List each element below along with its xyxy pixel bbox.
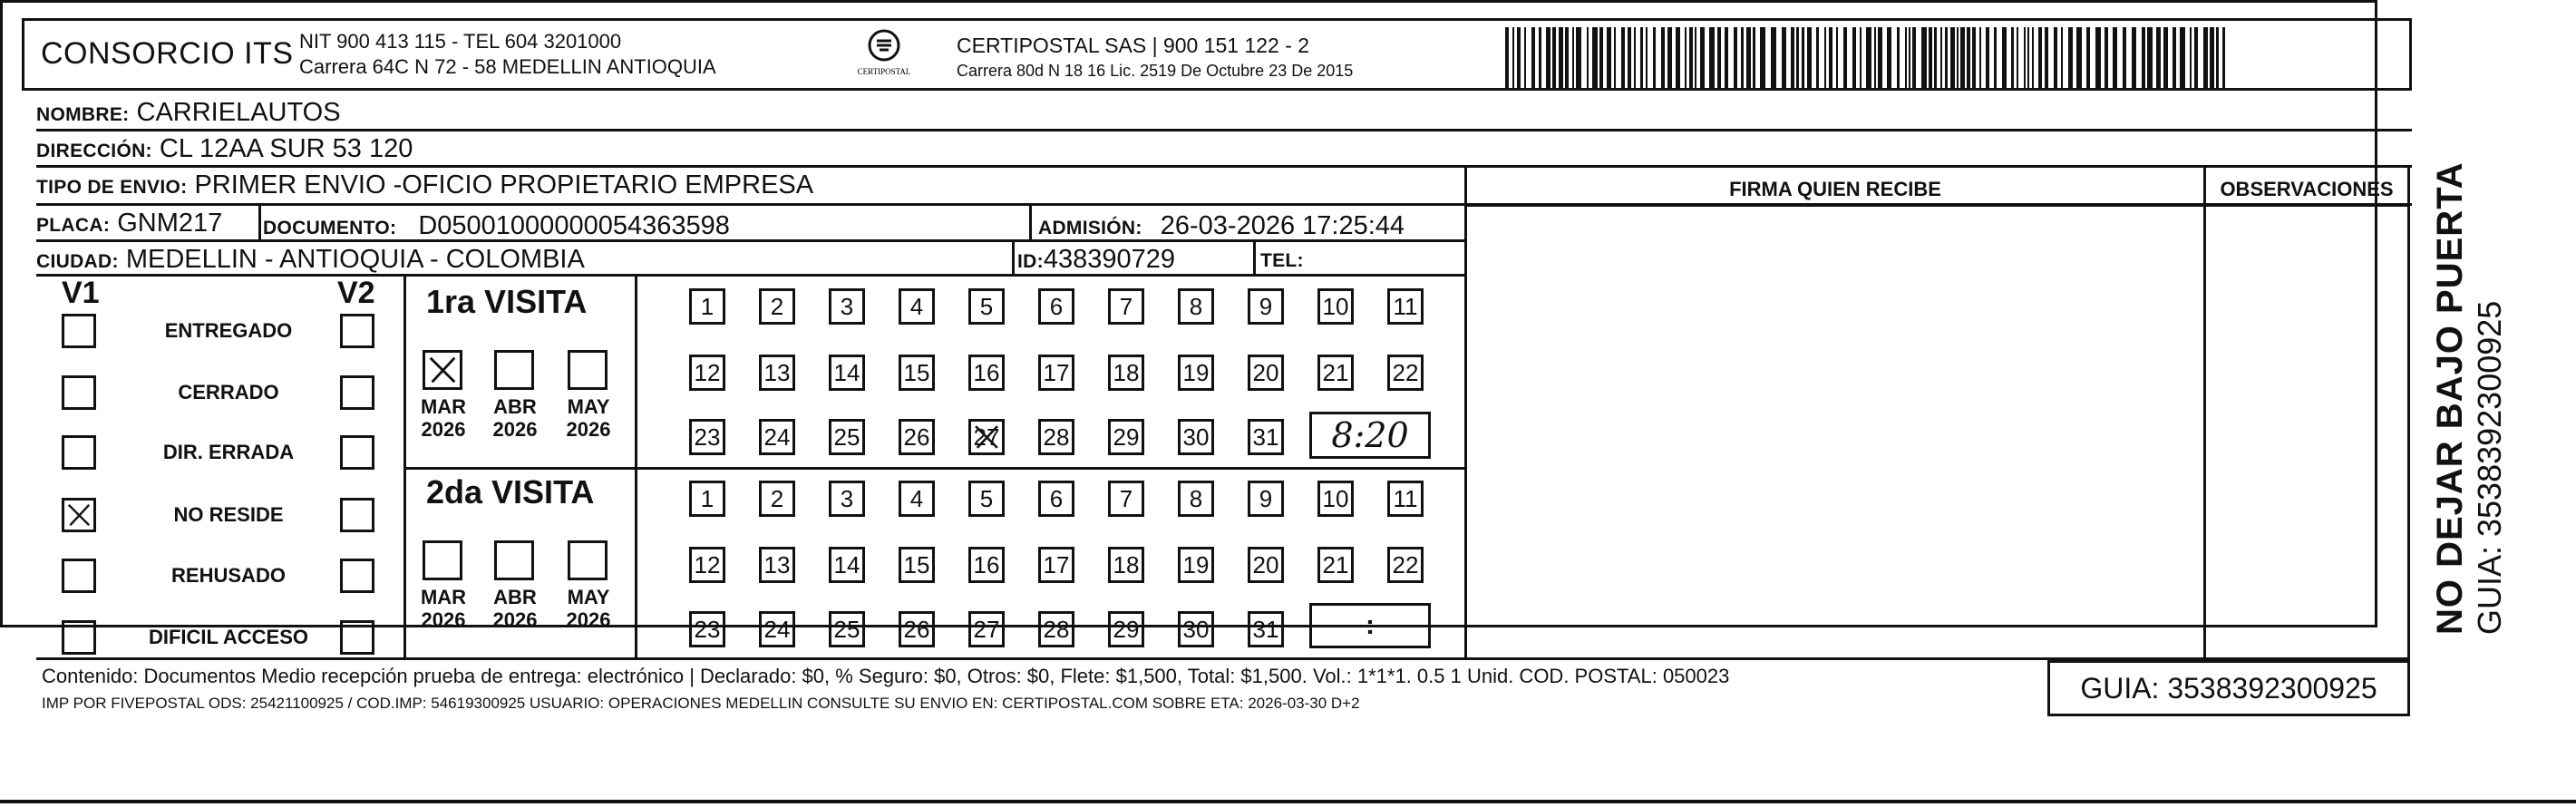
day-box[interactable]: 30 xyxy=(1178,419,1214,455)
tipo-value: PRIMER ENVIO -OFICIO PROPIETARIO EMPRESA xyxy=(194,170,814,199)
day-box[interactable]: 24 xyxy=(759,419,795,455)
admision-divider xyxy=(1029,206,1032,242)
v2-header: V2 xyxy=(337,276,375,310)
day-box[interactable]: 9 xyxy=(1248,481,1284,517)
day-box[interactable]: 1 xyxy=(689,288,725,325)
status-label: REHUSADO xyxy=(171,564,286,587)
month-checkbox[interactable] xyxy=(494,540,534,580)
day-box[interactable]: 9 xyxy=(1248,288,1284,325)
day-box[interactable]: 4 xyxy=(899,288,935,325)
v1-checkbox[interactable] xyxy=(62,435,96,470)
day-box[interactable]: 28 xyxy=(1038,611,1074,647)
day-box[interactable]: 19 xyxy=(1178,355,1214,391)
day-box[interactable]: 2 xyxy=(759,481,795,517)
day-box[interactable]: 14 xyxy=(829,547,865,583)
v1-checkbox[interactable] xyxy=(62,375,96,410)
visit1-time[interactable]: 8:20 xyxy=(1309,412,1431,459)
footer-print-info: IMP POR FIVEPOSTAL ODS: 25421100925 / COD.IMP: 54619300925 USUARIO: OPERACIONES MEDELLIN CONSULTE SU ENVIO EN: CERTIPOSTAL.COM SOBRE ETA: 2026-03-30 D+2 xyxy=(42,695,1360,712)
logo-label: CERTIPOSTAL xyxy=(857,67,911,76)
firma-header: FIRMA QUIEN RECIBE xyxy=(1729,178,1941,200)
day-box[interactable]: 17 xyxy=(1038,355,1074,391)
day-box[interactable]: 18 xyxy=(1108,355,1144,391)
day-box[interactable]: 3 xyxy=(829,481,865,517)
placa-value: GNM217 xyxy=(117,209,223,238)
direccion-value: CL 12AA SUR 53 120 xyxy=(159,134,413,163)
certi-nit: CERTIPOSTAL SAS | 900 151 122 - 2 xyxy=(957,34,1310,57)
admision-field xyxy=(1038,209,1405,246)
day-box[interactable]: 22 xyxy=(1387,547,1424,583)
month-name: ABR xyxy=(493,586,537,608)
day-box[interactable]: 7 xyxy=(1108,288,1144,325)
day-box[interactable]: 11 xyxy=(1387,288,1424,325)
day-box[interactable]: 2 xyxy=(759,288,795,325)
day-box[interactable]: 21 xyxy=(1317,355,1354,391)
status-label: ENTREGADO xyxy=(164,319,293,342)
month-checkbox[interactable] xyxy=(423,350,462,390)
day-box[interactable]: 10 xyxy=(1317,481,1354,517)
v2-checkbox[interactable] xyxy=(340,620,374,655)
bottom-rule xyxy=(0,800,2576,803)
day-box[interactable]: 19 xyxy=(1178,547,1214,583)
firma-left-border xyxy=(1464,168,1467,657)
month-label xyxy=(412,586,475,631)
day-box[interactable]: 28 xyxy=(1038,419,1074,455)
certipostal-logo xyxy=(852,27,916,80)
day-box[interactable]: 16 xyxy=(968,547,1005,583)
day-box[interactable]: 23 xyxy=(689,419,725,455)
month-name: MAR xyxy=(420,586,467,608)
nit-line: NIT 900 413 115 - TEL 604 3201000 xyxy=(299,30,622,53)
tipo-label: TIPO DE ENVIO: xyxy=(36,177,188,198)
v1-checkbox[interactable] xyxy=(62,620,96,655)
guia-number: GUIA: 3538392300925 xyxy=(2047,660,2410,716)
day-box[interactable]: 27 xyxy=(968,419,1005,455)
month-checkbox[interactable] xyxy=(568,350,608,390)
month-year: 2026 xyxy=(566,608,611,631)
tel-label: TEL: xyxy=(1260,250,1304,271)
day-box[interactable]: 26 xyxy=(899,611,935,647)
nombre-label: NOMBRE: xyxy=(36,104,130,125)
status-label: CERRADO xyxy=(178,381,279,404)
month-year: 2026 xyxy=(492,608,538,631)
month-label xyxy=(557,586,620,631)
ciudad-label: CIUDAD: xyxy=(36,251,119,272)
documento-label: DOCUMENTO: xyxy=(263,218,397,238)
day-box[interactable]: 4 xyxy=(899,481,935,517)
day-box[interactable]: 8 xyxy=(1178,288,1214,325)
footer-contents: Contenido: Documentos Medio recepción prueba de entrega: electrónico | Declarado: $0, % Seguro: $0, Otros: $0, Flete: $1,500, Total: $1,500. Vol.: 1*1*1. 0.5 1 Unid. COD. POSTAL: 050023 xyxy=(42,665,1730,687)
visit2-time[interactable]: : xyxy=(1309,603,1431,648)
id-label: ID: xyxy=(1017,251,1044,272)
day-box[interactable]: 15 xyxy=(899,547,935,583)
day-box[interactable]: 21 xyxy=(1317,547,1354,583)
company-info xyxy=(299,29,716,80)
v2-checkbox[interactable] xyxy=(340,375,374,410)
nombre-row xyxy=(36,95,2412,131)
month-name: MAR xyxy=(420,395,467,418)
month-checkbox[interactable] xyxy=(568,540,608,580)
certipostal-info xyxy=(957,33,1353,83)
day-box[interactable]: 23 xyxy=(689,611,725,647)
month-year: 2026 xyxy=(421,608,466,631)
day-box[interactable]: 17 xyxy=(1038,547,1074,583)
day-box[interactable]: 24 xyxy=(759,611,795,647)
visit2-title: 2da VISITA xyxy=(426,473,595,510)
status-label: NO RESIDE xyxy=(173,503,284,526)
day-box[interactable]: 10 xyxy=(1317,288,1354,325)
company-name: CONSORCIO ITS xyxy=(41,36,294,71)
day-box[interactable]: 18 xyxy=(1108,547,1144,583)
month-label xyxy=(557,395,620,441)
v2-checkbox[interactable] xyxy=(340,498,374,532)
placa-divider xyxy=(258,206,261,242)
observaciones-header: OBSERVACIONES xyxy=(2220,178,2394,200)
placa-label: PLACA: xyxy=(36,215,111,236)
id-field xyxy=(1017,243,1175,278)
side-guia-text: GUIA: 3538392300925 xyxy=(2471,300,2508,635)
month-checkbox[interactable] xyxy=(423,540,462,580)
month-year: 2026 xyxy=(421,418,466,441)
columns-header-rule xyxy=(1464,204,2410,207)
day-box[interactable]: 20 xyxy=(1248,355,1284,391)
day-box[interactable]: 29 xyxy=(1108,611,1144,647)
v1-checkbox[interactable] xyxy=(62,559,96,593)
day-box[interactable]: 25 xyxy=(829,611,865,647)
day-box[interactable]: 13 xyxy=(759,355,795,391)
obs-right-border xyxy=(2407,168,2410,657)
ciudad-value: MEDELLIN - ANTIOQUIA - COLOMBIA xyxy=(125,245,585,274)
id-divider xyxy=(1012,242,1015,277)
day-box[interactable]: 5 xyxy=(968,481,1005,517)
day-box[interactable]: 25 xyxy=(829,419,865,455)
day-box[interactable]: 30 xyxy=(1178,611,1214,647)
day-box[interactable]: 11 xyxy=(1387,481,1424,517)
certi-address: Carrera 80d N 18 16 Lic. 2519 De Octubre 23 De 2015 xyxy=(957,62,1354,80)
visit-divider xyxy=(403,467,1464,470)
day-box[interactable]: 27 xyxy=(968,611,1005,647)
day-box[interactable]: 1 xyxy=(689,481,725,517)
month-checkbox[interactable] xyxy=(494,350,534,390)
barcode xyxy=(1505,27,2231,89)
visit1-title: 1ra VISITA xyxy=(426,283,588,320)
id-value: 438390729 xyxy=(1043,245,1176,274)
nombre-value: CARRIELAUTOS xyxy=(136,98,341,127)
day-box[interactable]: 13 xyxy=(759,547,795,583)
day-box[interactable]: 7 xyxy=(1108,481,1144,517)
tel-field xyxy=(1260,245,1304,277)
side-main-text: NO DEJAR BAJO PUERTA xyxy=(2430,161,2470,635)
status-label: DIR. ERRADA xyxy=(162,441,295,463)
day-box[interactable]: 15 xyxy=(899,355,935,391)
v2-checkbox[interactable] xyxy=(340,559,374,593)
day-box[interactable]: 3 xyxy=(829,288,865,325)
day-box[interactable]: 14 xyxy=(829,355,865,391)
day-box[interactable]: 26 xyxy=(899,419,935,455)
v1-checkbox[interactable] xyxy=(62,314,96,348)
address-line: Carrera 64C N 72 - 58 MEDELLIN ANTIOQUIA xyxy=(299,55,716,78)
day-box[interactable]: 31 xyxy=(1248,419,1284,455)
admision-label: ADMISIÓN: xyxy=(1038,218,1142,238)
day-box[interactable]: 5 xyxy=(968,288,1005,325)
month-label xyxy=(483,395,547,441)
direccion-row xyxy=(36,131,2412,168)
documento-field xyxy=(263,209,730,246)
v1-checkbox[interactable] xyxy=(62,498,96,532)
v2-checkbox[interactable] xyxy=(340,435,374,470)
month-label xyxy=(483,586,547,631)
direccion-label: DIRECCIÓN: xyxy=(36,141,152,161)
day-box[interactable]: 12 xyxy=(689,355,725,391)
day-box[interactable]: 8 xyxy=(1178,481,1214,517)
month-name: MAY xyxy=(567,586,610,608)
day-box[interactable]: 22 xyxy=(1387,355,1424,391)
day-box[interactable]: 31 xyxy=(1248,611,1284,647)
month-name: MAY xyxy=(567,395,610,418)
day-box[interactable]: 29 xyxy=(1108,419,1144,455)
day-box[interactable]: 6 xyxy=(1038,481,1074,517)
documento-value: D05001000000054363598 xyxy=(418,211,730,240)
tel-divider xyxy=(1253,242,1256,277)
day-box[interactable]: 12 xyxy=(689,547,725,583)
admision-value: 26-03-2026 17:25:44 xyxy=(1160,211,1405,240)
month-year: 2026 xyxy=(566,418,611,441)
obs-left-border xyxy=(2203,168,2206,657)
v1-header: V1 xyxy=(62,276,100,310)
day-box[interactable]: 16 xyxy=(968,355,1005,391)
side-notice xyxy=(2430,161,2509,635)
month-year: 2026 xyxy=(492,418,538,441)
v2-checkbox[interactable] xyxy=(340,314,374,348)
day-box[interactable]: 20 xyxy=(1248,547,1284,583)
day-box[interactable]: 6 xyxy=(1038,288,1074,325)
status-label: DIFICIL ACCESO xyxy=(148,626,308,648)
month-name: ABR xyxy=(493,395,537,418)
month-label xyxy=(412,395,475,441)
